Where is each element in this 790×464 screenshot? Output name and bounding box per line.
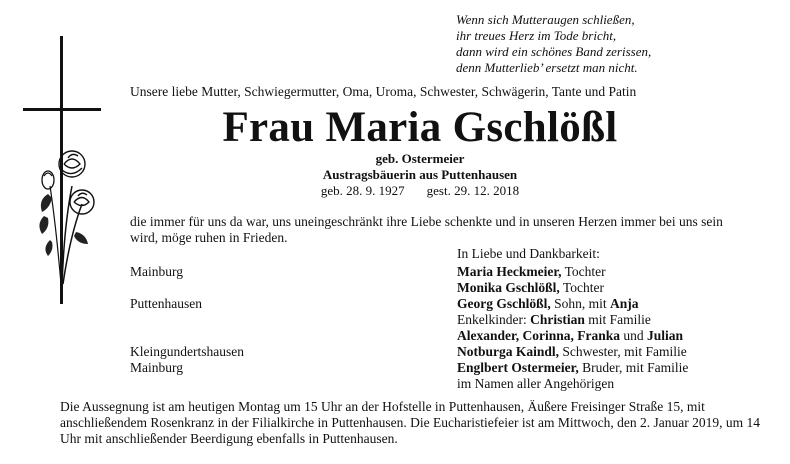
death-date: gest. 29. 12. 2018: [426, 183, 520, 198]
poem-line: denn Mutterlieb’ ersetzt man nicht.: [456, 60, 638, 75]
mourner-line: Englbert Ostermeier, Bruder, mit Familie: [457, 360, 689, 375]
tribute-text: die immer für uns da war, uns uneingeschränkt ihre Liebe schenkte und in unseren Herzen immer bei uns sein wird, möge ruhen in Frieden.: [130, 214, 723, 245]
poem-line: dann wird ein schönes Band zerissen,: [456, 44, 652, 59]
mourning-heading: In Liebe und Dankbarkeit:: [457, 246, 600, 261]
place-kleingundertshausen: Kleingundertshausen: [130, 344, 244, 359]
place-mainburg: Mainburg: [130, 360, 183, 375]
intro-text: Unsere liebe Mutter, Schwiegermutter, Oma, Uroma, Schwester, Schwägerin, Tante und Patin: [130, 84, 637, 99]
maiden-name: geb. Ostermeier: [375, 151, 465, 166]
grandchildren-line: Enkelkinder: Christian mit Familie: [457, 312, 651, 327]
place-puttenhausen: Puttenhausen: [130, 296, 202, 311]
life-dates: [130, 183, 710, 199]
funeral-details: Die Aussegnung ist am heutigen Montag um 15 Uhr an der Hofstelle in Puttenhausen, Äußere Freisinger Straße 15, mit anschließendem Rosenkranz in der Filialkirche in Puttenhausen. Die Eucharistiefeier ist am Mittwoch, den 2. Januar 2019, um 14 Uhr mit anschließender Beerdigung ebenfalls in Puttenhausen.: [60, 399, 760, 446]
grandchildren-line: Alexander, Corinna, Franka und Julian: [457, 328, 684, 343]
birth-date: geb. 28. 9. 1927: [320, 183, 405, 198]
mourner-line: Notburga Kaindl, Schwester, mit Familie: [457, 344, 687, 359]
poem: [456, 12, 651, 76]
all-relatives-line: im Namen aller Angehörigen: [457, 376, 615, 391]
mourner-line: Monika Gschlößl, Tochter: [457, 280, 604, 295]
deceased-name: Frau Maria Gschlößl: [222, 104, 618, 151]
cross-with-roses-icon: [20, 36, 104, 304]
occupation: Austragsbäuerin aus Puttenhausen: [322, 167, 518, 182]
place-mainburg: Mainburg: [130, 264, 183, 279]
mourner-line: Georg Gschlößl, Sohn, mit Anja: [457, 296, 639, 311]
mourner-line: Maria Heckmeier, Tochter: [457, 264, 606, 279]
poem-line: Wenn sich Mutteraugen schließen,: [456, 12, 635, 27]
poem-line: ihr treues Herz im Tode bricht,: [456, 28, 617, 43]
